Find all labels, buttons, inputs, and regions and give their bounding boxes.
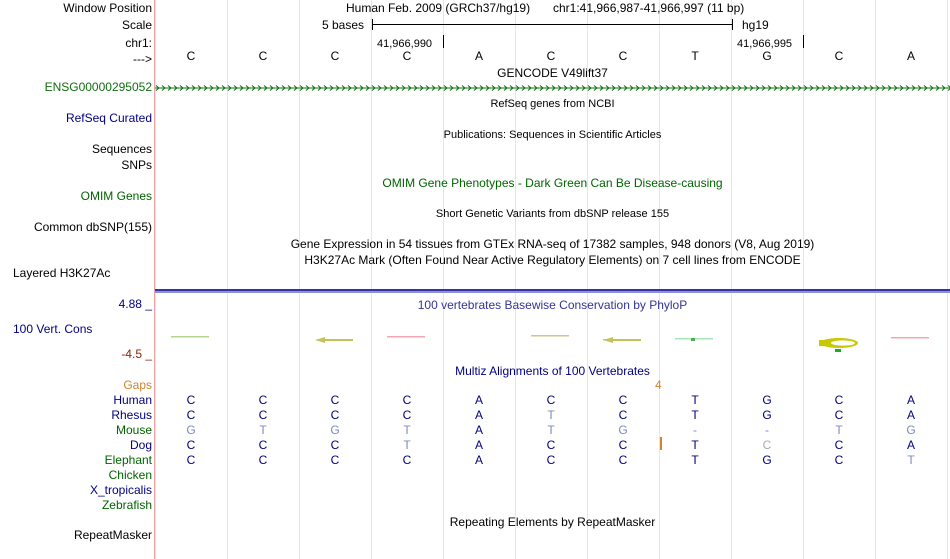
alignment-base: C bbox=[330, 438, 340, 452]
track-label-sequences[interactable]: Sequences bbox=[91, 142, 152, 156]
base-grid-line bbox=[299, 0, 300, 559]
alignment-base: C bbox=[258, 393, 268, 407]
ref-base: A bbox=[474, 49, 483, 63]
multiz-track-title: Multiz Alignments of 100 Vertebrates bbox=[455, 364, 650, 378]
gencode-track-title: GENCODE V49lift37 bbox=[497, 66, 608, 80]
species-label-mouse[interactable]: Mouse bbox=[115, 423, 152, 437]
track-label-omim[interactable]: OMIM Genes bbox=[80, 189, 152, 203]
alignment-base: A bbox=[474, 453, 483, 467]
alignment-base: C bbox=[402, 393, 412, 407]
track-label-refseq[interactable]: RefSeq Curated bbox=[65, 111, 152, 125]
publications-track-title: Publications: Sequences in Scientific Articles bbox=[443, 129, 662, 141]
genome-browser-image[interactable] bbox=[155, 0, 950, 559]
alignment-base-mismatch: G bbox=[618, 423, 628, 437]
species-label-zebrafish[interactable]: Zebrafish bbox=[101, 498, 152, 512]
alignment-base: C bbox=[834, 408, 844, 422]
h3k27ac-track-title: H3K27Ac Mark (Often Found Near Active Regulatory Elements) on 7 cell lines from ENCODE bbox=[304, 253, 801, 267]
gencode-gene-feature[interactable] bbox=[155, 85, 950, 91]
ref-base: A bbox=[906, 49, 915, 63]
alignment-base: A bbox=[906, 393, 915, 407]
alignment-base: C bbox=[618, 408, 628, 422]
coordinate-tick-1 bbox=[443, 35, 444, 48]
alignment-base: A bbox=[474, 438, 483, 452]
ref-base: C bbox=[834, 49, 844, 63]
species-label-dog[interactable]: Dog bbox=[129, 438, 152, 452]
scale-bar bbox=[372, 24, 732, 25]
alignment-base: C bbox=[402, 453, 412, 467]
gap-count-label: 4 bbox=[655, 378, 662, 392]
alignment-base: G bbox=[762, 408, 772, 422]
base-grid-line bbox=[947, 0, 948, 559]
alignment-base: C bbox=[186, 408, 196, 422]
alignment-base-gap: - bbox=[765, 423, 769, 437]
alignment-base-mismatch: G bbox=[330, 423, 340, 437]
track-label-h3k27ac[interactable]: Layered H3K27Ac bbox=[13, 266, 111, 280]
alignment-base-mismatch: T bbox=[403, 423, 411, 437]
ref-base: C bbox=[618, 49, 628, 63]
coordinate-label-1: 41,966,990 bbox=[377, 38, 433, 50]
track-label-gaps[interactable]: Gaps bbox=[123, 378, 152, 392]
base-grid-line bbox=[659, 0, 660, 559]
alignment-base: C bbox=[618, 438, 628, 452]
alignment-base: C bbox=[258, 453, 268, 467]
phylop-conservation-logos[interactable] bbox=[155, 330, 950, 354]
alignment-base: G bbox=[762, 393, 772, 407]
scale-bar-tick-right bbox=[732, 19, 733, 30]
alignment-base: T bbox=[691, 393, 699, 407]
alignment-base: C bbox=[834, 438, 844, 452]
alignment-base-mismatch: C bbox=[762, 438, 772, 452]
alignment-base: T bbox=[691, 453, 699, 467]
ref-base: T bbox=[691, 49, 699, 63]
alignment-base: A bbox=[906, 438, 915, 452]
gap-marker bbox=[660, 437, 662, 450]
scale-bases: 5 bases bbox=[322, 18, 365, 32]
species-label-x-tropicalis[interactable]: X_tropicalis bbox=[89, 483, 152, 497]
track-label-gencode[interactable]: ENSG00000295052 bbox=[44, 80, 152, 94]
base-grid-line bbox=[803, 0, 804, 559]
window-position-label: Window Position bbox=[63, 1, 152, 15]
alignment-base-mismatch: T bbox=[547, 408, 555, 422]
track-label-repeatmasker[interactable]: RepeatMasker bbox=[73, 528, 152, 542]
scale-bar-tick-left bbox=[372, 19, 373, 30]
alignment-base-mismatch: T bbox=[907, 453, 915, 467]
alignment-base-mismatch: G bbox=[186, 423, 196, 437]
alignment-base: A bbox=[906, 408, 915, 422]
track-label-dbsnp[interactable]: Common dbSNP(155) bbox=[33, 220, 152, 234]
alignment-base: C bbox=[546, 453, 556, 467]
alignment-base: G bbox=[762, 453, 772, 467]
species-label-rhesus[interactable]: Rhesus bbox=[111, 408, 152, 422]
alignment-base: A bbox=[474, 423, 483, 437]
coordinate-tick-2 bbox=[803, 35, 804, 48]
base-grid-line bbox=[155, 0, 156, 559]
ref-base: G bbox=[762, 49, 772, 63]
assembly-title: Human Feb. 2009 (GRCh37/hg19) bbox=[346, 1, 531, 15]
ref-base: C bbox=[330, 49, 340, 63]
coordinate-label-2: 41,966,995 bbox=[737, 38, 793, 50]
dbsnp-track-title: Short Genetic Variants from dbSNP release 155 bbox=[435, 208, 670, 220]
phylop-track-title: 100 vertebrates Basewise Conservation by PhyloP bbox=[417, 298, 688, 312]
h3k27ac-signal-bar-lower bbox=[155, 291, 950, 293]
base-grid-line bbox=[731, 0, 732, 559]
alignment-base-mismatch: T bbox=[547, 423, 555, 437]
alignment-base: C bbox=[546, 438, 556, 452]
base-grid-line bbox=[371, 0, 372, 559]
omim-track-title: OMIM Gene Phenotypes - Dark Green Can Be Disease-causing bbox=[382, 176, 723, 190]
track-label-snps[interactable]: SNPs bbox=[121, 158, 152, 172]
alignment-base: C bbox=[330, 393, 340, 407]
alignment-base: C bbox=[186, 438, 196, 452]
chromosome-label: chr1: bbox=[125, 36, 152, 50]
refseq-track-title: RefSeq genes from NCBI bbox=[490, 98, 615, 110]
alignment-base: C bbox=[258, 408, 268, 422]
species-label-human[interactable]: Human bbox=[113, 393, 152, 407]
scale-label: Scale bbox=[121, 18, 152, 32]
base-grid-line bbox=[587, 0, 588, 559]
alignment-base: C bbox=[258, 438, 268, 452]
track-label-phylop[interactable]: 100 Vert. Cons bbox=[13, 322, 93, 336]
alignment-base: C bbox=[330, 453, 340, 467]
alignment-base: C bbox=[834, 453, 844, 467]
alignment-base: T bbox=[691, 438, 699, 452]
phylop-min-value: -4.5 _ bbox=[121, 347, 152, 361]
ref-base: C bbox=[402, 49, 412, 63]
conservation-logo-icon bbox=[155, 330, 950, 354]
alignment-base: C bbox=[330, 408, 340, 422]
ref-base: C bbox=[546, 49, 556, 63]
phylop-max-value: 4.88 _ bbox=[118, 297, 152, 311]
ref-base: C bbox=[186, 49, 196, 63]
base-grid-line bbox=[227, 0, 228, 559]
gtex-track-title: Gene Expression in 54 tissues from GTEx RNA-seq of 17382 samples, 948 donors (V8, Aug 2019) bbox=[290, 237, 815, 251]
alignment-base: C bbox=[186, 453, 196, 467]
base-grid-line bbox=[515, 0, 516, 559]
scale-assembly-name: hg19 bbox=[742, 18, 769, 32]
alignment-base-mismatch: G bbox=[906, 423, 916, 437]
alignment-base: C bbox=[618, 393, 628, 407]
track-labels-column bbox=[0, 0, 154, 559]
alignment-base: C bbox=[834, 393, 844, 407]
gene-strand-arrows-icon bbox=[155, 85, 950, 91]
base-grid-line bbox=[875, 0, 876, 559]
alignment-base-mismatch: T bbox=[835, 423, 843, 437]
alignment-base: C bbox=[186, 393, 196, 407]
strand-arrow-label: ---> bbox=[133, 52, 152, 66]
alignment-base: C bbox=[546, 393, 556, 407]
alignment-base: A bbox=[474, 408, 483, 422]
alignment-base: T bbox=[691, 408, 699, 422]
repeatmasker-track-title: Repeating Elements by RepeatMasker bbox=[449, 515, 656, 529]
alignment-base: A bbox=[474, 393, 483, 407]
alignment-base: C bbox=[402, 408, 412, 422]
alignment-base-mismatch: T bbox=[403, 438, 411, 452]
species-label-elephant[interactable]: Elephant bbox=[104, 453, 152, 467]
position-readout: chr1:41,966,987-41,966,997 (11 bp) bbox=[553, 1, 745, 15]
ref-base: C bbox=[258, 49, 268, 63]
alignment-base-gap: - bbox=[693, 423, 697, 437]
species-label-chicken[interactable]: Chicken bbox=[108, 468, 152, 482]
alignment-base-mismatch: T bbox=[259, 423, 267, 437]
base-grid-line bbox=[443, 0, 444, 559]
alignment-base: C bbox=[618, 453, 628, 467]
